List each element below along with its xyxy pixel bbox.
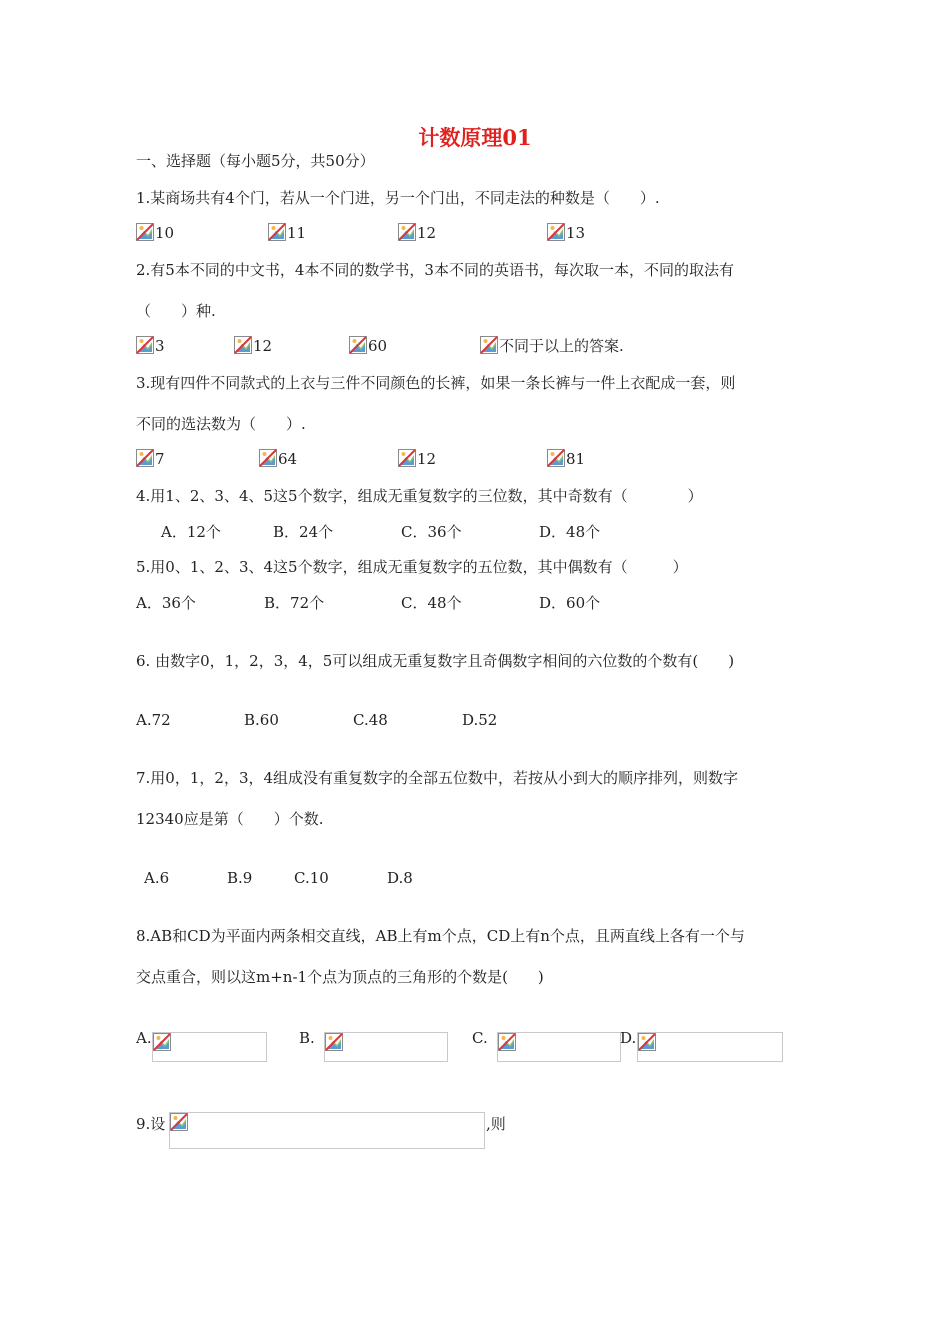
q7-option-c: C.10 xyxy=(294,869,329,887)
q3-option-b xyxy=(259,449,297,469)
broken-image-icon xyxy=(498,1033,516,1051)
broken-image-icon xyxy=(547,223,565,241)
broken-image-icon xyxy=(398,449,416,467)
q3-option-a-text: 7 xyxy=(155,450,165,468)
q2-option-b xyxy=(234,336,272,356)
section-heading: 一、选择题（每小题5分，共50分） xyxy=(136,152,375,170)
question-9-suffix: ,则 xyxy=(486,1115,506,1133)
broken-image-icon xyxy=(234,336,252,354)
q4-option-a: A．12个 xyxy=(161,523,221,541)
q5-option-b: B．72个 xyxy=(264,594,325,612)
broken-image-icon xyxy=(398,223,416,241)
broken-image-icon xyxy=(136,449,154,467)
broken-image-icon xyxy=(259,449,277,467)
broken-image-icon xyxy=(136,336,154,354)
q6-option-b: B.60 xyxy=(244,711,279,729)
question-8-stem-line-2: 交点重合，则以这m+n-1个点为顶点的三角形的个数是( ) xyxy=(136,968,544,986)
q4-option-d: D．48个 xyxy=(539,523,601,541)
q2-option-c-text: 60 xyxy=(368,337,388,355)
q9-formula-image xyxy=(169,1112,485,1149)
q1-option-d-text: 13 xyxy=(566,224,586,242)
q6-option-c: C.48 xyxy=(353,711,388,729)
broken-image-icon xyxy=(547,449,565,467)
question-2-stem-line-2: （ ）种. xyxy=(136,302,216,320)
question-4-stem: 4.用1、2、3、4、5这5个数字，组成无重复数字的三位数，其中奇数有（ ） xyxy=(136,487,703,505)
q2-option-d xyxy=(480,336,624,356)
q2-option-d-text: 不同于以上的答案. xyxy=(499,337,624,355)
broken-image-icon xyxy=(638,1033,656,1051)
question-6-stem: 6. 由数字0，1，2，3，4，5可以组成无重复数字且奇偶数字相间的六位数的个数有( ) xyxy=(136,652,735,670)
q8-option-b-label: B. xyxy=(299,1029,315,1047)
q5-option-d: D．60个 xyxy=(539,594,601,612)
question-9-prefix: 9.设 xyxy=(136,1115,166,1133)
q3-option-a xyxy=(136,449,165,469)
q1-option-d xyxy=(547,223,585,243)
q7-option-a: A.6 xyxy=(144,869,170,887)
q1-option-b xyxy=(268,223,306,243)
q1-option-b-text: 11 xyxy=(287,224,307,242)
q7-option-b: B.9 xyxy=(227,869,253,887)
page-title: 计数原理01 xyxy=(418,125,532,150)
question-1-stem: 1.某商场共有4个门，若从一个门进，另一个门出，不同走法的种数是（ ）. xyxy=(136,189,660,207)
broken-image-icon xyxy=(325,1033,343,1051)
question-7-stem-line-2: 12340应是第（ ）个数. xyxy=(136,810,324,828)
q3-option-c xyxy=(398,449,436,469)
q6-option-a: A.72 xyxy=(136,711,171,729)
broken-image-icon xyxy=(480,336,498,354)
q5-option-a: A．36个 xyxy=(136,594,196,612)
question-2-stem-line-1: 2.有5本不同的中文书，4本不同的数学书，3本不同的英语书，每次取一本，不同的取法有 xyxy=(136,261,734,279)
q1-option-a-text: 10 xyxy=(155,224,175,242)
q8-option-c-label: C. xyxy=(472,1029,488,1047)
q1-option-c xyxy=(398,223,436,243)
q2-option-a-text: 3 xyxy=(155,337,165,355)
broken-image-icon xyxy=(153,1033,171,1051)
question-7-stem-line-1: 7.用0，1，2，3，4组成没有重复数字的全部五位数中，若按从小到大的顺序排列，则数字 xyxy=(136,769,739,787)
q2-option-b-text: 12 xyxy=(253,337,273,355)
question-5-stem: 5.用0、1、2、3、4这5个数字，组成无重复数字的五位数，其中偶数有（ ） xyxy=(136,558,688,576)
q3-option-c-text: 12 xyxy=(417,450,437,468)
q6-option-d: D.52 xyxy=(462,711,498,729)
q2-option-c xyxy=(349,336,387,356)
question-8-stem-line-1: 8.AB和CD为平面内两条相交直线，AB上有m个点，CD上有n个点，且两直线上各有一个与 xyxy=(136,927,745,945)
broken-image-icon xyxy=(268,223,286,241)
q3-option-d xyxy=(547,449,585,469)
q7-option-d: D.8 xyxy=(387,869,413,887)
q8-option-d-label: D. xyxy=(620,1029,637,1047)
q4-option-b: B．24个 xyxy=(273,523,334,541)
broken-image-icon xyxy=(170,1113,188,1131)
question-3-stem-line-2: 不同的选法数为（ ）. xyxy=(136,415,306,433)
broken-image-icon xyxy=(349,336,367,354)
q4-option-c: C．36个 xyxy=(401,523,462,541)
q8-option-a-label: A. xyxy=(136,1029,152,1047)
question-3-stem-line-1: 3.现有四件不同款式的上衣与三件不同颜色的长裤，如果一条长裤与一件上衣配成一套，则 xyxy=(136,374,736,392)
q8-option-a-image xyxy=(152,1032,267,1062)
q8-option-b-image xyxy=(324,1032,448,1062)
q2-option-a xyxy=(136,336,165,356)
broken-image-icon xyxy=(136,223,154,241)
q8-option-c-image xyxy=(497,1032,621,1062)
q5-option-c: C．48个 xyxy=(401,594,462,612)
q1-option-a xyxy=(136,223,174,243)
q1-option-c-text: 12 xyxy=(417,224,437,242)
q8-option-d-image xyxy=(637,1032,783,1062)
q3-option-d-text: 81 xyxy=(566,450,586,468)
q3-option-b-text: 64 xyxy=(278,450,298,468)
